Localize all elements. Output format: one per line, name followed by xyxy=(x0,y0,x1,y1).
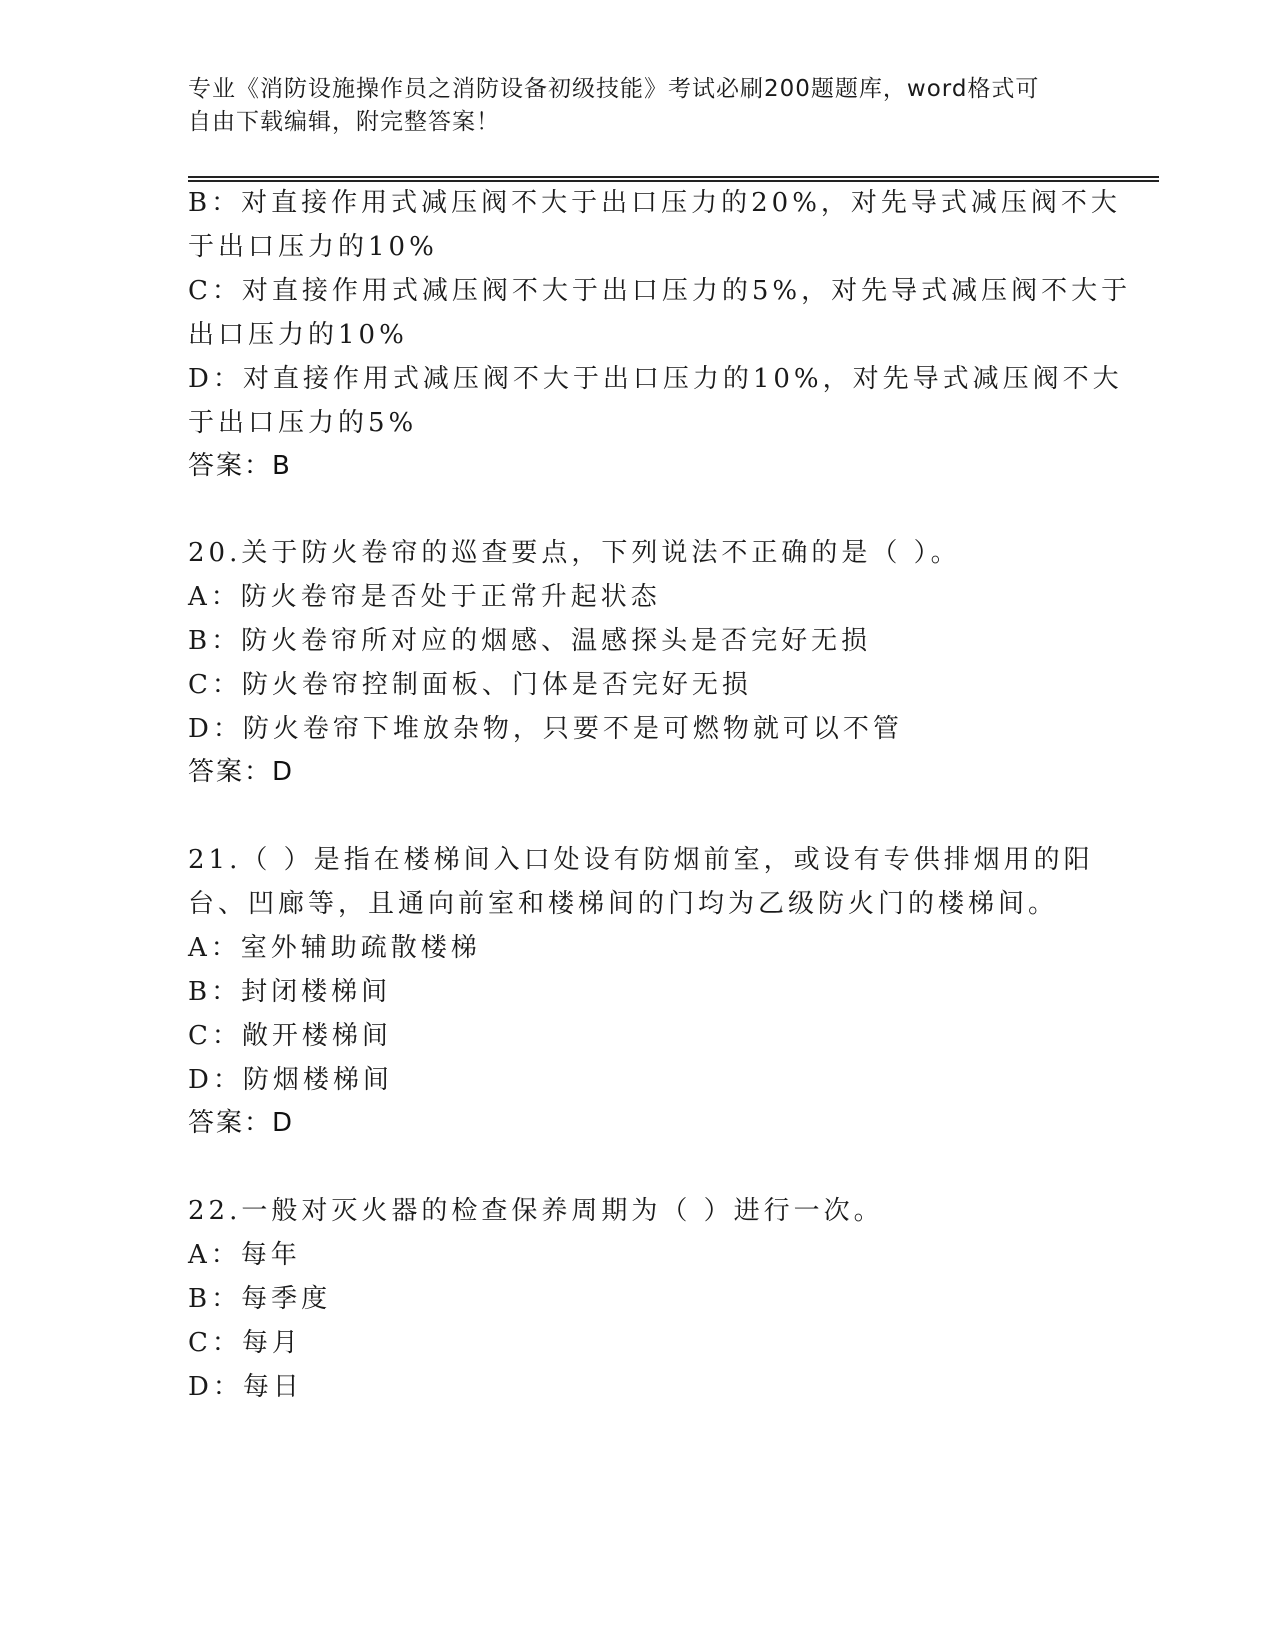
q22-option-b: B：每季度 xyxy=(188,1284,332,1314)
q22-stem: 22.一般对灭火器的检查保养周期为（ ）进行一次。 xyxy=(188,1196,884,1226)
document-header xyxy=(188,73,1068,139)
header-line-1: 专业《消防设施操作员之消防设备初级技能》考试必刷200题题库，word格式可 xyxy=(188,76,1040,102)
q20-option-a: A：防火卷帘是否处于正常升起状态 xyxy=(188,582,661,612)
q21-option-a: A：室外辅助疏散楼梯 xyxy=(188,933,481,963)
q20-option-d: D：防火卷帘下堆放杂物，只要不是可燃物就可以不管 xyxy=(188,714,903,744)
q20-answer: 答案：D xyxy=(188,757,295,787)
q19-option-c-line-1: C：对直接作用式减压阀不大于出口压力的5%，对先导式减压阀不大于 xyxy=(188,276,1132,306)
header-line-2: 自由下载编辑，附完整答案！ xyxy=(188,109,500,135)
q21-option-c: C：敞开楼梯间 xyxy=(188,1021,392,1051)
q22-option-c: C：每月 xyxy=(188,1328,302,1358)
q21-stem-line-2: 台、凹廊等，且通向前室和楼梯间的门均为乙级防火门的楼梯间。 xyxy=(188,889,1059,919)
q21-stem-line-1: 21.（ ）是指在楼梯间入口处设有防烟前室，或设有专供排烟用的阳 xyxy=(188,845,1094,875)
q22-option-d: D：每日 xyxy=(188,1372,303,1402)
q19-option-b-line-2: 于出口压力的10% xyxy=(188,232,438,262)
header-double-rule xyxy=(188,176,1159,182)
q22-option-a: A：每年 xyxy=(188,1240,301,1270)
q20-option-c: C：防火卷帘控制面板、门体是否完好无损 xyxy=(188,670,752,700)
q21-option-d: D：防烟楼梯间 xyxy=(188,1065,393,1095)
q21-option-b: B：封闭楼梯间 xyxy=(188,977,392,1007)
q19-option-d-line-2: 于出口压力的5% xyxy=(188,408,418,438)
q19-option-d-line-1: D：对直接作用式减压阀不大于出口压力的10%，对先导式减压阀不大 xyxy=(188,364,1123,394)
q20-stem: 20.关于防火卷帘的巡查要点，下列说法不正确的是（ ）。 xyxy=(188,538,961,568)
q19-answer: 答案：B xyxy=(188,451,292,481)
q21-answer: 答案：D xyxy=(188,1108,295,1138)
q19-option-b-line-1: B：对直接作用式减压阀不大于出口压力的20%，对先导式减压阀不大 xyxy=(188,188,1121,218)
q19-option-c-line-2: 出口压力的10% xyxy=(188,320,408,350)
q20-option-b: B：防火卷帘所对应的烟感、温感探头是否完好无损 xyxy=(188,626,872,656)
